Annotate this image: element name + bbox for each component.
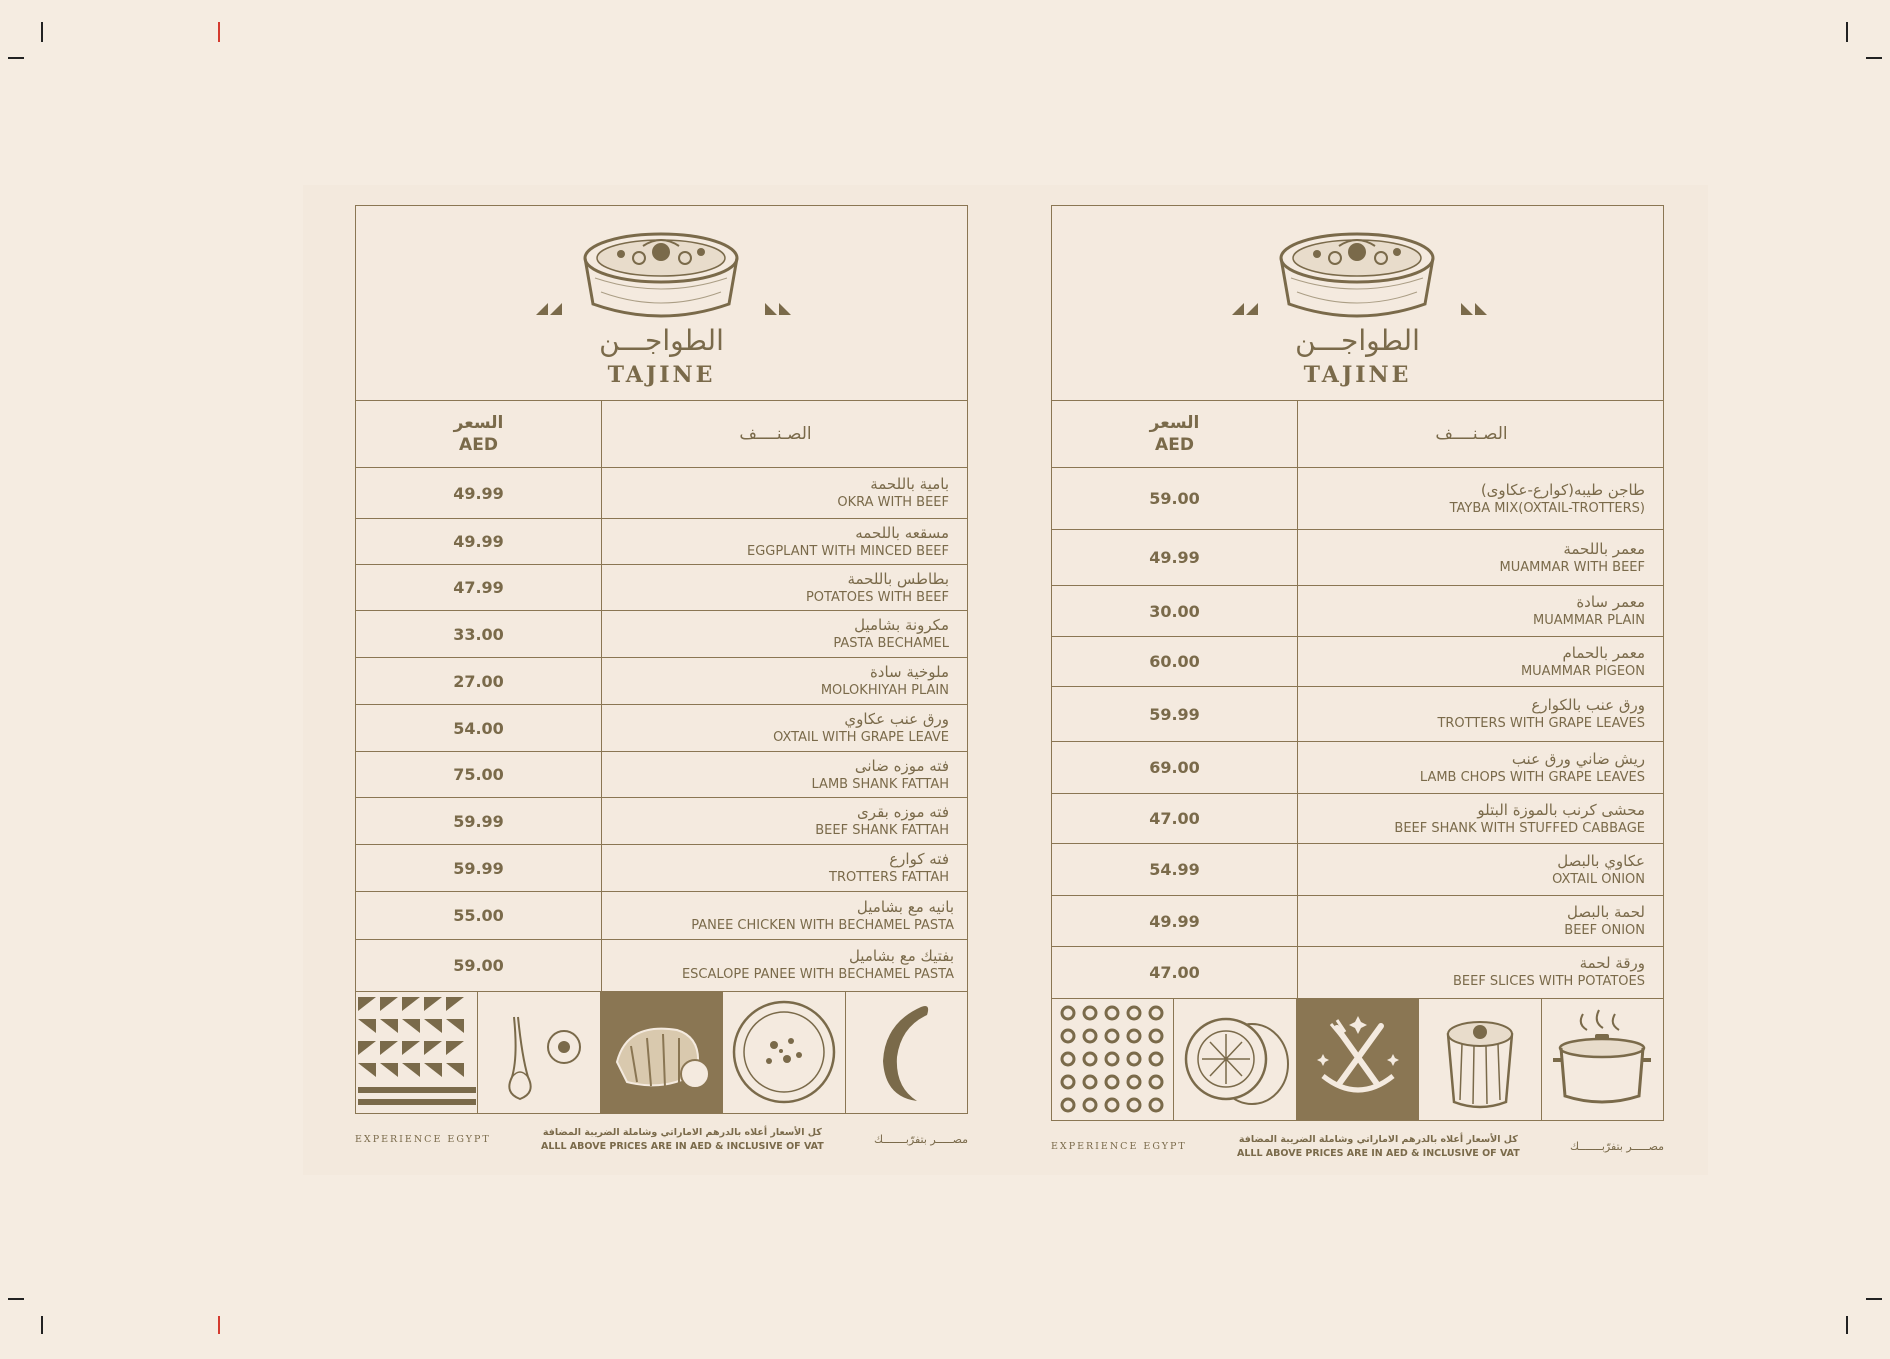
item-name-ar: بطاطس باللحمة <box>847 569 949 588</box>
menu-table <box>356 401 967 991</box>
table-row <box>1052 637 1663 687</box>
item-name-en: MUAMMAR WITH BEEF <box>1499 559 1645 575</box>
item-price: 59.99 <box>356 798 602 845</box>
footer-vat-note-en: ALLL ABOVE PRICES ARE IN AED & INCLUSIVE OF VAT <box>540 1140 824 1152</box>
cooking-pot-icon <box>1542 999 1663 1120</box>
chili-pepper-icon <box>846 992 967 1113</box>
item-header-label: الصـنــــف <box>739 424 812 444</box>
table-row <box>356 705 967 752</box>
illustration-strip <box>356 991 967 1113</box>
item-name <box>1298 468 1664 530</box>
item-name-ar: ملوخية سادة <box>869 663 949 681</box>
garlic-icon <box>478 992 600 1113</box>
item-name <box>602 892 968 940</box>
item-price: 30.00 <box>1052 586 1298 637</box>
item-header-label: الصـنــــف <box>1435 424 1508 444</box>
crop-mark <box>8 57 24 59</box>
item-name-en: BEEF SHANK WITH STUFFED CABBAGE <box>1394 820 1645 836</box>
item-name-en: TROTTERS WITH GRAPE LEAVES <box>1437 716 1645 731</box>
item-price: 59.00 <box>356 940 602 991</box>
crop-mark <box>1846 1316 1848 1334</box>
footer-slogan-ar: مصـــــر بتفرّبـــــــك <box>1569 1140 1664 1153</box>
item-name-ar: فته موزه ضانى <box>854 756 949 775</box>
stuffed-cabbage-icon <box>601 992 723 1113</box>
footer-vat-note <box>1237 1133 1520 1161</box>
table-row <box>1052 468 1663 530</box>
item-name <box>602 611 968 658</box>
item-name-en: MUAMMAR PIGEON <box>1520 663 1645 679</box>
table-row <box>1052 687 1663 742</box>
item-price: 59.99 <box>1052 687 1298 742</box>
soup-bowl-icon <box>723 992 845 1113</box>
arrow-right-icon <box>761 301 791 317</box>
item-name-ar: مسقعه باللحمه <box>855 523 949 542</box>
item-name <box>1298 586 1664 637</box>
title-arabic: الطواجـــن <box>599 324 724 357</box>
item-price: 69.00 <box>1052 742 1298 794</box>
item-name-en: ESCALOPE PANEE WITH BECHAMEL PASTA <box>681 967 954 983</box>
item-name-ar: فته موزه بقرى <box>857 803 949 821</box>
table-row <box>356 845 967 892</box>
item-name-ar: ورق عنب عكاوي <box>844 710 949 728</box>
item-column-header <box>602 401 968 468</box>
item-name-ar: بفتيك مع بشاميل <box>848 947 954 966</box>
item-name-ar: ورق عنب بالكوارع <box>1531 696 1645 714</box>
footer-vat-note <box>541 1126 824 1154</box>
menu-footer <box>1051 1133 1664 1161</box>
footer-slogan-ar: مصـــــر بتفرّبـــــــك <box>873 1133 968 1146</box>
footer-tagline: EXPERIENCE EGYPT <box>355 1134 491 1145</box>
item-price: 75.00 <box>356 752 602 798</box>
crop-mark <box>41 22 43 42</box>
crop-mark <box>218 22 220 42</box>
item-name <box>602 845 968 892</box>
item-price: 47.99 <box>356 565 602 611</box>
table-row <box>1052 530 1663 586</box>
table-header-row <box>356 401 967 468</box>
item-name <box>1298 947 1664 998</box>
table-row <box>356 798 967 845</box>
item-name <box>602 519 968 565</box>
item-name-ar: معمر باللحمة <box>1563 539 1645 558</box>
item-name-en: BEEF ONION <box>1564 923 1645 938</box>
item-name-en: OXTAIL WITH GRAPE LEAVE <box>773 730 949 745</box>
item-name-en: PASTA BECHAMEL <box>833 636 949 651</box>
item-name <box>602 940 968 991</box>
item-price: 27.00 <box>356 658 602 705</box>
item-name <box>1298 637 1664 687</box>
item-name-en: EGGPLANT WITH MINCED BEEF <box>746 543 949 559</box>
sliced-tomato-icon <box>1174 999 1296 1120</box>
item-name <box>1298 687 1664 742</box>
menu-table <box>1052 401 1663 998</box>
item-name <box>1298 742 1664 794</box>
table-row <box>1052 844 1663 896</box>
illustration-strip <box>1052 998 1663 1120</box>
item-name-en: MOLOKHIYAH PLAIN <box>820 683 949 698</box>
item-name-en: TAYBA MIX(OXTAIL-TROTTERS) <box>1449 500 1645 516</box>
item-name <box>602 658 968 705</box>
arrow-left-icon <box>536 301 566 317</box>
price-header-en: AED <box>459 435 498 455</box>
crop-mark <box>1866 1298 1882 1300</box>
arrow-left-icon <box>1232 301 1262 317</box>
item-name-ar: لحمة بالبصل <box>1567 903 1645 921</box>
table-row <box>356 611 967 658</box>
item-name <box>602 468 968 519</box>
table-row <box>356 658 967 705</box>
menu-frame <box>1051 205 1664 1121</box>
table-row <box>1052 947 1663 998</box>
table-row <box>356 468 967 519</box>
item-price: 49.99 <box>1052 530 1298 586</box>
item-name-en: POTATOES WITH BEEF <box>805 589 949 605</box>
item-name <box>1298 844 1664 896</box>
tajine-pot-icon <box>581 228 741 328</box>
item-name-ar: بامية باللحمة <box>870 475 949 493</box>
item-name-ar: معمر سادة <box>1576 593 1645 611</box>
item-price: 49.99 <box>1052 896 1298 947</box>
footer-vat-note-en: ALLL ABOVE PRICES ARE IN AED & INCLUSIVE OF VAT <box>1236 1147 1520 1159</box>
crop-mark <box>1846 22 1848 42</box>
item-name-en: PANEE CHICKEN WITH BECHAMEL PASTA <box>691 917 954 933</box>
item-price: 47.00 <box>1052 794 1298 844</box>
table-row <box>1052 794 1663 844</box>
item-price: 33.00 <box>356 611 602 658</box>
item-name <box>602 705 968 752</box>
item-name-en: TROTTERS FATTAH <box>829 870 949 885</box>
menu-header <box>356 206 967 401</box>
item-name-en: BEEF SLICES WITH POTATOES <box>1452 974 1645 990</box>
item-name-ar: ريش ضاني ورق عنب <box>1511 749 1645 768</box>
item-name-ar: معمر بالحمام <box>1562 643 1645 662</box>
item-name-ar: ورقة لحمة <box>1579 954 1645 973</box>
footer-vat-note-ar: كل الأسعار أعلاه بالدرهم الاماراتي وشاملة الضريبة المضافة <box>1238 1133 1518 1145</box>
item-column-header <box>1298 401 1664 468</box>
table-row <box>1052 586 1663 637</box>
item-name-en: MUAMMAR PLAIN <box>1533 613 1645 628</box>
price-header-en: AED <box>1155 435 1194 455</box>
footer-vat-note-ar: كل الأسعار أعلاه بالدرهم الاماراتي وشاملة الضريبة المضافة <box>542 1126 822 1138</box>
crop-mark <box>218 1316 220 1334</box>
item-price: 49.99 <box>356 519 602 565</box>
pastry-icon <box>1419 999 1541 1120</box>
item-name <box>602 752 968 798</box>
item-name-ar: محشى كرنب بالموزة البتلو <box>1477 800 1645 819</box>
item-price: 59.99 <box>356 845 602 892</box>
table-row <box>1052 742 1663 794</box>
menu-page-right <box>1051 205 1664 1161</box>
table-row <box>356 519 967 565</box>
item-name-ar: بانيه مع بشاميل <box>856 897 954 916</box>
item-name <box>602 798 968 845</box>
item-name-en: BEEF SHANK FATTAH <box>815 823 949 838</box>
title-english: TAJINE <box>607 362 716 388</box>
menu-frame <box>355 205 968 1114</box>
item-name-ar: عكاوي بالبصل <box>1557 851 1645 870</box>
item-name-en: OXTAIL ONION <box>1552 871 1645 887</box>
crop-mark <box>1866 57 1882 59</box>
table-row <box>1052 896 1663 947</box>
item-price: 59.00 <box>1052 468 1298 530</box>
item-price: 54.00 <box>356 705 602 752</box>
item-name-ar: فته كوارع <box>889 850 949 868</box>
item-name <box>1298 530 1664 586</box>
footer-tagline: EXPERIENCE EGYPT <box>1051 1141 1187 1152</box>
menu-header <box>1052 206 1663 401</box>
item-name-en: LAMB SHANK FATTAH <box>811 776 949 792</box>
item-name <box>1298 896 1664 947</box>
price-column-header <box>1052 401 1298 468</box>
title-english: TAJINE <box>1303 362 1412 388</box>
item-price: 54.99 <box>1052 844 1298 896</box>
table-row <box>356 752 967 798</box>
tajine-pot-icon <box>1277 228 1437 328</box>
item-name <box>1298 794 1664 844</box>
menu-footer <box>355 1126 968 1154</box>
crop-mark <box>41 1316 43 1334</box>
item-price: 49.99 <box>356 468 602 519</box>
item-price: 60.00 <box>1052 637 1298 687</box>
table-header-row <box>1052 401 1663 468</box>
item-name-ar: مكرونة بشاميل <box>854 616 949 634</box>
table-row <box>356 892 967 940</box>
item-name-ar: طاجن طيبه(كوارع-عكاوى) <box>1480 480 1645 499</box>
item-name <box>602 565 968 611</box>
triangle-pattern-icon <box>356 992 478 1113</box>
table-row <box>356 565 967 611</box>
fork-knife-icon <box>1297 999 1419 1120</box>
item-name-en: LAMB CHOPS WITH GRAPE LEAVES <box>1419 769 1645 785</box>
menu-page-left <box>355 205 968 1154</box>
item-price: 55.00 <box>356 892 602 940</box>
table-row <box>356 940 967 991</box>
item-price: 47.00 <box>1052 947 1298 998</box>
crop-mark <box>8 1298 24 1300</box>
price-column-header <box>356 401 602 468</box>
dot-pattern-icon <box>1052 999 1174 1120</box>
price-header-ar: السعر <box>453 413 504 433</box>
title-arabic: الطواجـــن <box>1295 324 1420 357</box>
item-name-en: OKRA WITH BEEF <box>837 495 949 510</box>
price-header-ar: السعر <box>1149 413 1200 433</box>
arrow-right-icon <box>1457 301 1487 317</box>
